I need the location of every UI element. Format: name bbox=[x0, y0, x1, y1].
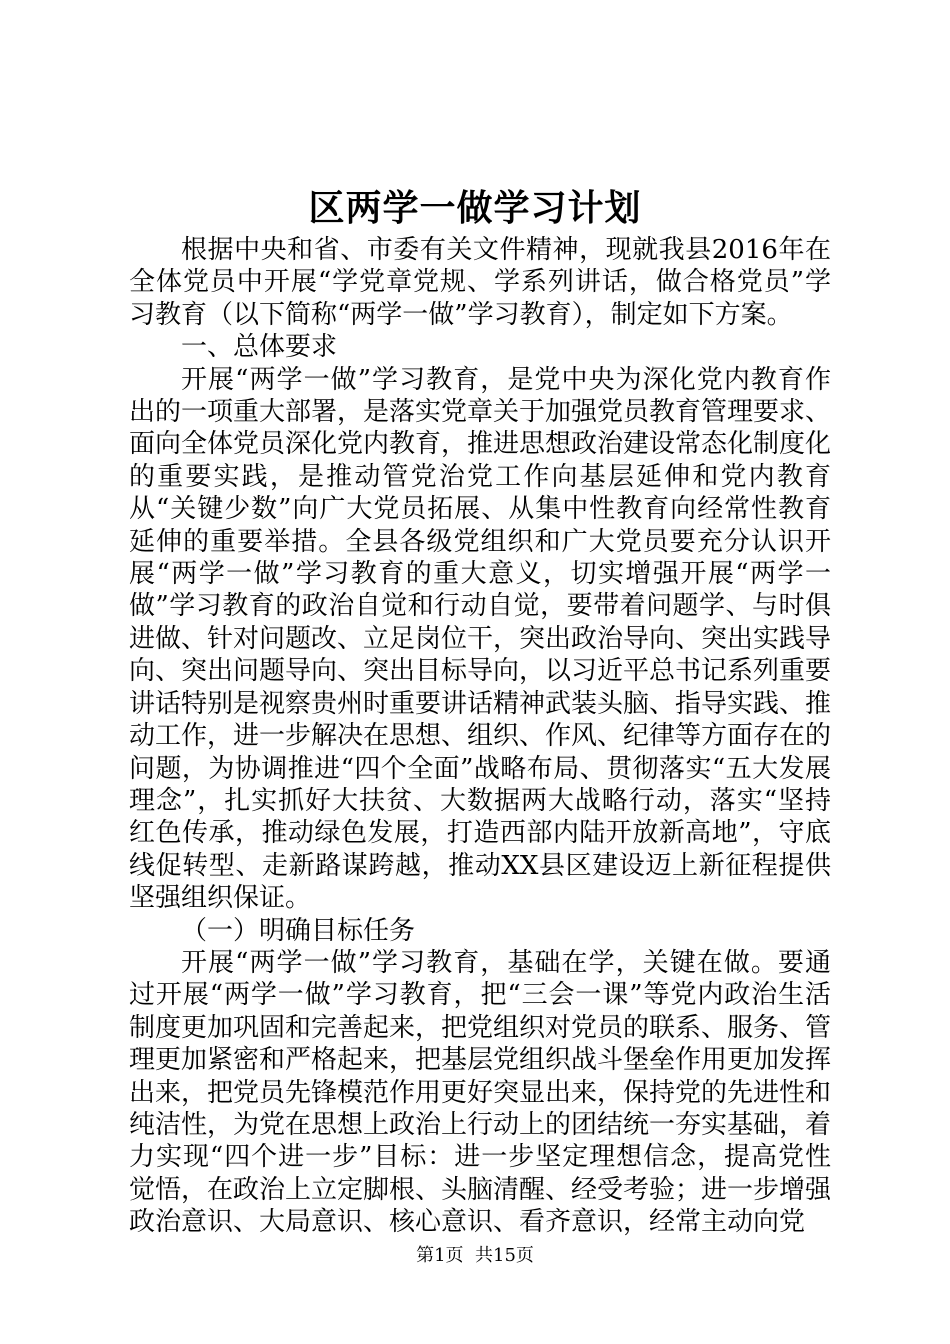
paragraph-general-requirements: 开展“两学一做”学习教育，是党中央为深化党内教育作出的一项重大部署，是落实党章关于加强党员教育管理要求、面向全体党员深化党内教育，推进思想政治建设常态化制度化的重要实践，是推动管党治党工作向基层延伸和党内教育从“关键少数”向广大党员拓展、从集中性教育向经常性教育延伸的重要举措。全县各级党组织和广大党员要充分认识开展“两学一做”学习教育的重大意义，切实增强开展“两学一做”学习教育的政治自觉和行动自觉，要带着问题学、与时俱进做、针对问题改、立足岗位干，突出政治导向、突出实践导向、突出问题导向、突出目标导向，以习近平总书记系列重要讲话特别是视察贵州时重要讲话精神武装头脑、指导实践、推动工作，进一步解决在思想、组织、作风、纪律等方面存在的问题，为协调推进“四个全面”战略布局、贯彻落实“五大发展理念”，扎实抓好大扶贫、大数据两大战略行动，落实“坚持红色传承，推动绿色发展，打造西部内陆开放新高地”，守底线促转型、走新路谋跨越，推动XX县区建设迈上新征程提供坚强组织保证。 bbox=[129, 364, 832, 914]
heading-target-tasks: （一）明确目标任务 bbox=[181, 915, 416, 946]
document-body bbox=[129, 234, 831, 1239]
heading-general-requirements: 一、总体要求 bbox=[181, 332, 338, 363]
document-title: 区两学一做学习计划 bbox=[308, 187, 642, 229]
page-total: 共15页 bbox=[475, 1245, 534, 1266]
paragraph-target-tasks: 开展“两学一做”学习教育，基础在学，关键在做。要通过开展“两学一做”学习教育，把“三会一课”等党内政治生活制度更加巩固和完善起来，把党组织对党员的联系、服务、管理更加紧密和严格起来，把基层党组织战斗堡垒作用更加发挥出来，把党员先锋模范作用更好突显出来，保持党的先进性和纯洁性，为党在思想上政治上行动上的团结统一夯实基础，着力实现“四个进一步”目标：进一步坚定理想信念，提高党性觉悟，在政治上立定脚根、头脑清醒、经受考验；进一步增强政治意识、大局意识、核心意识、看齐意识，经常主动向党 bbox=[129, 947, 832, 1238]
page-footer bbox=[0, 1244, 950, 1268]
footer-gap bbox=[464, 1245, 475, 1266]
page-number: 第1页 bbox=[416, 1245, 464, 1266]
paragraph-intro: 根据中央和省、市委有关文件精神，现就我县2016年在全体党员中开展“学党章党规、学系列讲话，做合格党员”学习教育（以下简称“两学一做”学习教育），制定如下方案。 bbox=[129, 235, 831, 330]
